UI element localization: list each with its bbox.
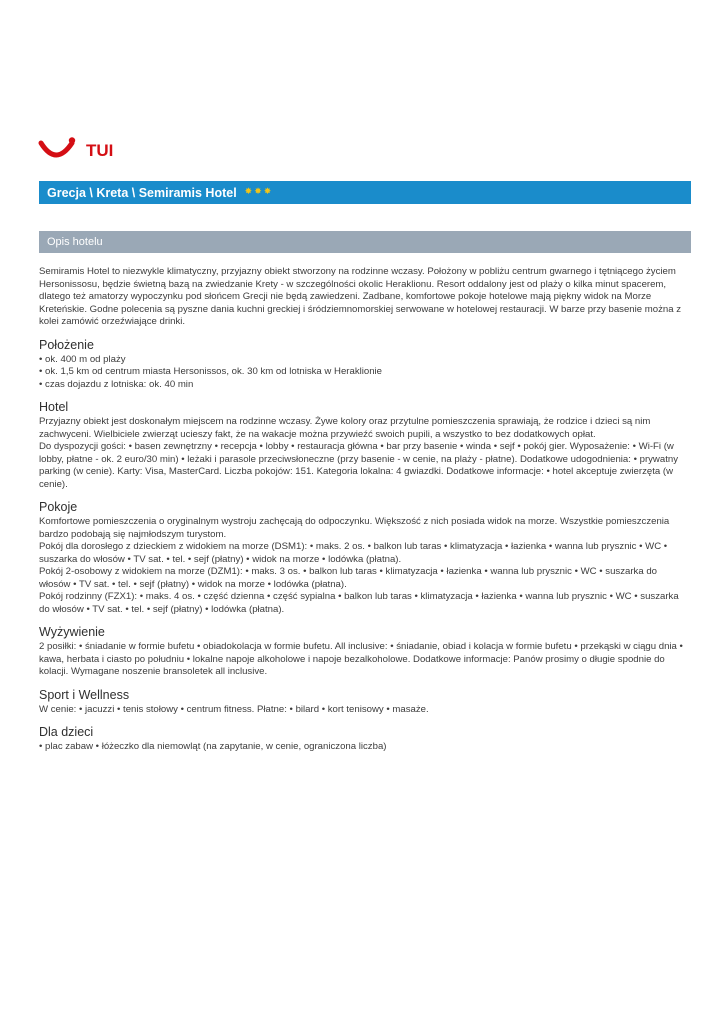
section-bar-label: Opis hotelu	[47, 236, 103, 248]
location-item: • ok. 1,5 km od centrum miasta Hersonissos, ok. 30 km od lotniska w Heraklionie	[39, 366, 691, 379]
tui-smile-icon	[38, 137, 82, 163]
star-icon: ✸	[254, 187, 262, 197]
star-icon: ✸	[263, 187, 272, 197]
hotel-heading: Hotel	[39, 400, 69, 414]
food-text: 2 posiłki: • śniadanie w formie bufetu • obiadokolacja w formie bufetu. All inclusive: • śniadanie, obiad i kolacja w formie bufetu • przekąski w ciągu dnia • kawa, herbata i ciasto po południu • lokalne napoje alkoholowe i napoje bezalkoholowe. Dodatkowe informacje: Panów prosimy o długie spodnie do kolacji. Wymagane noszenie bransoletek all inclusive.	[39, 641, 683, 677]
location-item: • ok. 400 m od plaży	[39, 354, 691, 367]
hotel-description	[39, 266, 691, 754]
location-item: • czas dojazdu z lotniska: ok. 40 min	[39, 379, 691, 392]
kids-text: • plac zabaw • łóżeczko dla niemowląt (na zapytanie, w cenie, ograniczona liczba)	[39, 741, 387, 752]
tui-logo	[38, 137, 148, 163]
rooms-heading: Pokoje	[39, 500, 78, 514]
tui-logo-text: TUI	[86, 141, 114, 160]
hotel-rating	[245, 188, 272, 197]
food-heading: Wyżywienie	[39, 625, 105, 639]
location-heading: Położenie	[39, 337, 94, 352]
hotel-text: Przyjazny obiekt jest doskonałym miejscem na rodzinne wczasy. Żywe kolory oraz przytulne pomieszczenia sprawiają, że rodzice i dzieci są nim zachwyceni. Wielbiciele zwierząt ucieszy fakt, że na wakacje można przywieźć swoich pupili, a wszystko to bez dodatkowych opłat. Do dyspozycji gości: • basen zewnętrzny • recepcja • lobby • restauracja główna • bar przy basenie • winda • sejf • pokój gier. Wyposażenie: • Wi-Fi (w lobby, płatne - ok. 2 euro/30 min) • leżaki i parasole przeciwsłoneczne (przy basenie - w cenie, na plaży - płatne). Dodatkowe udogodnienia: • prywatny parking (w cenie). Karty: Visa, MasterCard. Liczba pokojów: 151. Kategoria lokalna: 4 gwiazdki. Dodatkowe informacje: • hotel akceptuje zwierzęta (w cenie).	[39, 416, 678, 490]
intro-paragraph: Semiramis Hotel to niezwykle klimatyczny, przyjazny obiekt stworzony na rodzinne wczasy. Położony w pobliżu centrum gwarnego i tętniącego życiem Hersonissosu, będzie świetną bazą na zwiedzanie Krety - w szczególności okolic Heraklionu. Resort oddalony jest od plaży o kilka minut spacerem, dlatego też amatorzy wypoczynku pod słońcem Grecji nie będą zawiedzeni. Zadbane, komfortowe pokoje hotelowe mają piękny widok na Morze Kreteńskie. Godne polecenia są pyszne dania kuchni greckiej i śródziemnomorskiej serwowane w hotelowej restauracji. W barze przy basenie można z kolei zamówić orzeźwiające drinki.	[39, 266, 682, 327]
hotel-title: Grecja \ Kreta \ Semiramis Hotel	[47, 185, 237, 200]
hotel-title-bar	[39, 181, 691, 204]
kids-heading: Dla dzieci	[39, 725, 94, 739]
sport-heading: Sport i Wellness	[39, 687, 130, 702]
star-icon: ✸	[244, 187, 253, 197]
sport-text: W cenie: • jacuzzi • tenis stołowy • centrum fitness. Płatne: • bilard • kort tenisowy • masaże.	[39, 703, 429, 715]
rooms-text: Komfortowe pomieszczenia o oryginalnym wystroju zachęcają do odpoczynku. Większość z nich posiada widok na morze. Wszystkie pomieszczenia bardzo podobają się najmłodszym turystom. Pokój dla dorosłego z dzieckiem z widokiem na morze (DSM1): • maks. 2 os. • balkon lub taras • klimatyzacja • łazienka • wanna lub prysznic • WC • suszarka do włosów • TV sat. • tel. • sejf (płatny) • widok na morze • lodówka (płatna). Pokój 2-osobowy z widokiem na morze (DZM1): • maks. 3 os. • balkon lub taras • klimatyzacja • łazienka • wanna lub prysznic • WC • suszarka do włosów • TV sat. • tel. • sejf (płatny) • widok na morze • lodówka (płatna). Pokój rodzinny (FZX1): • maks. 4 os. • część dzienna • część sypialna • balkon lub taras • klimatyzacja • łazienka • wanna lub prysznic • WC • suszarka do włosów • TV sat. • tel. • sejf (płatny) • lodówka (płatna).	[39, 516, 679, 615]
section-bar-description	[39, 231, 691, 253]
